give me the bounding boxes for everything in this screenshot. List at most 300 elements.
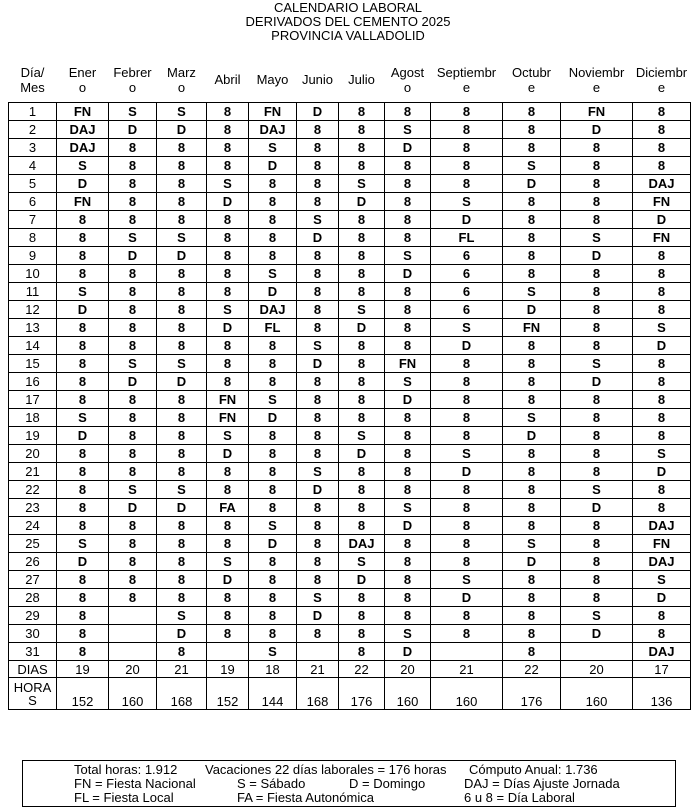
day-cell: 8 [207,535,249,553]
day-cell: FL [431,229,503,247]
day-cell: D [431,337,503,355]
day-cell: 8 [339,607,385,625]
day-cell: S [561,607,633,625]
day-cell: 8 [431,391,503,409]
day-cell: D [633,337,691,355]
day-cell: 8 [561,463,633,481]
day-cell: 8 [109,463,157,481]
day-cell: 8 [385,535,431,553]
day-row [9,103,691,121]
day-number: 14 [9,337,57,355]
day-cell: 8 [297,319,339,337]
day-cell: 8 [503,463,561,481]
day-cell: 8 [207,337,249,355]
day-number: 3 [9,139,57,157]
day-cell: 8 [249,463,297,481]
day-number: 9 [9,247,57,265]
day-cell: 8 [157,553,207,571]
title-line-3: PROVINCIA VALLADOLID [271,28,425,43]
calendar-table [8,57,691,710]
day-cell: 8 [339,499,385,517]
day-cell: 8 [157,409,207,427]
day-cell: DAJ [57,139,109,157]
day-cell: 8 [157,517,207,535]
day-cell: 8 [109,337,157,355]
day-row [9,229,691,247]
day-cell: 8 [157,319,207,337]
day-cell: 8 [339,373,385,391]
day-cell: S [633,319,691,337]
day-cell: 8 [503,589,561,607]
day-cell: 8 [633,625,691,643]
day-cell: FN [633,229,691,247]
day-cell: S [157,103,207,121]
day-cell: 8 [297,535,339,553]
day-cell: 8 [561,319,633,337]
day-cell: 8 [109,517,157,535]
horas-value: 152 [207,678,249,710]
day-cell: 8 [109,589,157,607]
day-cell [109,643,157,661]
day-cell: S [57,535,109,553]
day-cell: 8 [207,589,249,607]
day-cell: 8 [339,409,385,427]
day-cell: 8 [633,139,691,157]
day-cell: 8 [385,607,431,625]
day-number: 20 [9,445,57,463]
day-cell: 8 [157,643,207,661]
day-cell: 8 [431,373,503,391]
day-cell: 8 [633,121,691,139]
day-cell: 8 [57,229,109,247]
day-cell: D [249,283,297,301]
day-row [9,193,691,211]
day-row [9,139,691,157]
day-cell: 8 [249,373,297,391]
day-cell: 8 [249,499,297,517]
day-cell: S [385,499,431,517]
day-cell: 8 [503,571,561,589]
day-cell: 8 [561,337,633,355]
day-cell: S [207,301,249,319]
legend-s: S = Sábado [237,776,306,791]
day-cell: D [157,373,207,391]
day-cell: 8 [385,553,431,571]
day-cell: 8 [297,445,339,463]
horas-value: 176 [339,678,385,710]
month-header: Febrer o [113,64,152,95]
total-hours: Total horas: 1.912 [74,762,178,777]
day-number: 13 [9,319,57,337]
day-cell: S [249,265,297,283]
day-cell: 8 [503,247,561,265]
day-cell: 8 [385,283,431,301]
month-header: Junio [301,72,334,87]
day-cell: 8 [57,337,109,355]
day-cell: FN [207,409,249,427]
day-cell: 8 [339,625,385,643]
dias-value: 17 [633,661,691,678]
day-cell: 8 [109,157,157,175]
day-cell: 8 [431,481,503,499]
day-cell: 8 [297,157,339,175]
day-cell: 8 [633,481,691,499]
day-cell: 8 [297,427,339,445]
day-cell: 8 [561,157,633,175]
day-cell: 8 [109,319,157,337]
day-row [9,301,691,319]
day-cell: S [385,373,431,391]
day-number: 17 [9,391,57,409]
calendar-title [0,1,696,43]
day-row [9,517,691,535]
day-cell [297,643,339,661]
day-cell: S [57,283,109,301]
day-cell: 8 [561,265,633,283]
day-cell: S [297,211,339,229]
day-row [9,463,691,481]
day-cell: D [109,373,157,391]
day-cell [431,643,503,661]
day-cell: 8 [339,157,385,175]
day-cell: 8 [503,391,561,409]
day-cell: 8 [561,193,633,211]
legend-d: D = Domingo [349,776,426,791]
day-number: 23 [9,499,57,517]
day-cell: 8 [339,103,385,121]
day-number: 18 [9,409,57,427]
day-cell: S [249,643,297,661]
day-cell: 8 [633,607,691,625]
day-cell: 8 [633,391,691,409]
day-cell: 8 [431,121,503,139]
day-cell: 8 [57,625,109,643]
day-cell: S [109,481,157,499]
day-cell: D [157,247,207,265]
day-cell: FN [385,355,431,373]
day-cell: 8 [503,193,561,211]
day-row [9,427,691,445]
day-row [9,643,691,661]
day-cell: 6 [431,301,503,319]
day-cell: 8 [157,283,207,301]
day-cell: D [561,499,633,517]
day-cell: 8 [109,301,157,319]
day-cell: 8 [57,607,109,625]
day-cell: 8 [431,103,503,121]
day-cell: 8 [207,463,249,481]
day-cell: D [431,211,503,229]
dias-value: 21 [157,661,207,678]
day-cell: D [297,607,339,625]
day-cell: 8 [207,211,249,229]
day-cell: 8 [249,247,297,265]
day-cell: DAJ [633,643,691,661]
day-cell: S [561,481,633,499]
day-cell: 8 [503,139,561,157]
day-cell: 8 [431,553,503,571]
day-cell: 8 [57,247,109,265]
day-cell: 8 [561,139,633,157]
day-cell: 8 [561,589,633,607]
day-number: 16 [9,373,57,391]
day-cell: 8 [297,247,339,265]
day-cell: 8 [157,535,207,553]
dias-value: 20 [561,661,633,678]
day-cell: 8 [503,607,561,625]
day-cell: S [431,445,503,463]
day-cell: D [157,625,207,643]
month-header: Julio [348,72,375,87]
day-row [9,265,691,283]
legend-fn: FN = Fiesta Nacional [74,776,196,791]
day-row [9,535,691,553]
day-cell: FL [249,319,297,337]
day-cell: 8 [109,193,157,211]
month-header: Mayo [256,72,289,87]
day-row [9,319,691,337]
day-cell: D [297,229,339,247]
day-cell: 8 [249,553,297,571]
day-cell: FN [57,103,109,121]
day-cell: 8 [561,301,633,319]
day-cell: 6 [431,247,503,265]
day-cell: 8 [297,571,339,589]
day-cell: 8 [157,193,207,211]
day-cell: 8 [249,211,297,229]
day-cell: 8 [297,121,339,139]
day-cell: S [561,355,633,373]
day-cell: 8 [57,499,109,517]
day-cell: FN [561,103,633,121]
day-cell: 8 [207,139,249,157]
day-cell: 8 [633,373,691,391]
day-cell: D [249,409,297,427]
day-cell: 8 [109,265,157,283]
day-cell: 8 [339,463,385,481]
day-cell: 8 [385,571,431,589]
day-cell: 8 [339,265,385,283]
day-cell: 8 [431,607,503,625]
day-cell: DAJ [633,517,691,535]
day-cell: D [339,445,385,463]
day-cell: 8 [431,175,503,193]
day-cell: 8 [561,391,633,409]
day-cell: 8 [503,355,561,373]
day-cell: 8 [503,229,561,247]
day-cell: 8 [431,409,503,427]
day-cell: 8 [249,625,297,643]
day-cell: 8 [109,553,157,571]
day-cell: 8 [249,427,297,445]
day-cell: 8 [249,337,297,355]
day-cell: 8 [339,247,385,265]
day-cell: 8 [385,175,431,193]
day-row [9,175,691,193]
day-row [9,373,691,391]
day-cell: FN [207,391,249,409]
day-row [9,211,691,229]
day-cell: 8 [503,337,561,355]
day-row [9,445,691,463]
calendar-body [9,103,691,661]
day-cell: 8 [385,103,431,121]
day-cell: S [431,193,503,211]
day-number: 22 [9,481,57,499]
day-cell: D [207,193,249,211]
day-cell: 8 [109,571,157,589]
horas-row [9,678,691,710]
day-cell [109,625,157,643]
day-cell [207,643,249,661]
day-cell: D [385,643,431,661]
day-cell: 8 [157,463,207,481]
day-cell: 8 [503,445,561,463]
day-row [9,337,691,355]
day-cell: 8 [339,643,385,661]
day-cell: D [109,499,157,517]
day-cell: 8 [57,481,109,499]
legend-daj: DAJ = Días Ajuste Jornada [464,776,620,791]
day-cell: 8 [385,445,431,463]
day-cell: 8 [297,517,339,535]
day-cell: 8 [339,121,385,139]
day-cell: 8 [431,535,503,553]
day-cell: 6 [431,265,503,283]
day-cell: 8 [207,517,249,535]
horas-label: HORA S [9,678,57,710]
day-cell: 8 [385,481,431,499]
day-cell: 8 [385,589,431,607]
day-cell: 8 [297,499,339,517]
day-cell: 8 [503,643,561,661]
day-cell: 8 [339,139,385,157]
day-cell: 8 [385,463,431,481]
day-cell: D [503,301,561,319]
day-cell: 8 [561,211,633,229]
day-cell: 8 [109,409,157,427]
day-row [9,157,691,175]
horas-value: 160 [385,678,431,710]
day-cell: S [297,589,339,607]
day-number: 8 [9,229,57,247]
day-cell: 8 [157,589,207,607]
dias-value: 20 [109,661,157,678]
month-header: Abril [214,72,241,87]
day-number: 19 [9,427,57,445]
month-header: Agost o [390,64,425,95]
legend-laboral: 6 u 8 = Día Laboral [464,790,575,805]
day-cell: S [339,175,385,193]
day-cell: 8 [633,265,691,283]
day-cell: 8 [297,139,339,157]
day-number: 2 [9,121,57,139]
day-cell: DAJ [249,301,297,319]
day-cell: 8 [431,517,503,535]
day-cell: 8 [57,463,109,481]
day-cell: S [431,571,503,589]
day-cell: S [503,409,561,427]
day-cell: 8 [249,355,297,373]
day-number: 28 [9,589,57,607]
day-cell: 8 [431,355,503,373]
day-cell: 8 [503,481,561,499]
day-cell: 8 [431,157,503,175]
day-cell: 6 [431,283,503,301]
day-row [9,355,691,373]
day-cell: 8 [633,355,691,373]
horas-value: 160 [431,678,503,710]
day-row [9,571,691,589]
day-cell: 8 [385,157,431,175]
day-cell: 8 [249,571,297,589]
day-row [9,409,691,427]
day-cell: 8 [385,337,431,355]
day-cell: D [633,463,691,481]
day-cell: D [207,445,249,463]
day-cell: 8 [207,157,249,175]
day-number: 7 [9,211,57,229]
day-cell: 8 [297,283,339,301]
day-cell: D [385,517,431,535]
day-cell: 8 [339,517,385,535]
day-cell: DAJ [339,535,385,553]
day-cell: FA [207,499,249,517]
month-header: Noviembr e [568,64,625,95]
day-number: 15 [9,355,57,373]
day-cell: D [57,175,109,193]
day-row [9,625,691,643]
day-row [9,607,691,625]
day-cell: S [633,445,691,463]
month-header: Septiembr e [436,64,497,95]
day-cell: 8 [57,643,109,661]
day-cell: D [109,121,157,139]
day-cell: 8 [157,265,207,283]
day-cell: 8 [249,229,297,247]
legend-fa: FA = Fiesta Autonómica [237,790,374,805]
day-cell: 8 [109,211,157,229]
month-header: Ener o [68,64,97,95]
day-cell: D [207,571,249,589]
day-cell: 8 [339,283,385,301]
day-number: 4 [9,157,57,175]
day-cell: D [561,625,633,643]
day-cell: 8 [109,175,157,193]
day-cell: 8 [297,265,339,283]
day-cell: 8 [297,553,339,571]
day-cell: 8 [207,607,249,625]
day-cell [109,607,157,625]
day-cell: 8 [207,103,249,121]
day-cell: S [503,535,561,553]
day-cell: S [249,391,297,409]
day-cell: D [385,391,431,409]
day-cell: 8 [503,499,561,517]
day-cell: 8 [157,571,207,589]
day-cell: 8 [57,589,109,607]
day-cell: 8 [207,481,249,499]
calendar-totals [9,661,691,710]
day-cell: S [109,103,157,121]
day-cell: 8 [207,247,249,265]
day-cell: D [297,481,339,499]
day-cell: 8 [561,283,633,301]
day-cell: S [503,283,561,301]
day-cell: 8 [561,445,633,463]
day-cell: D [385,265,431,283]
day-cell: S [109,229,157,247]
